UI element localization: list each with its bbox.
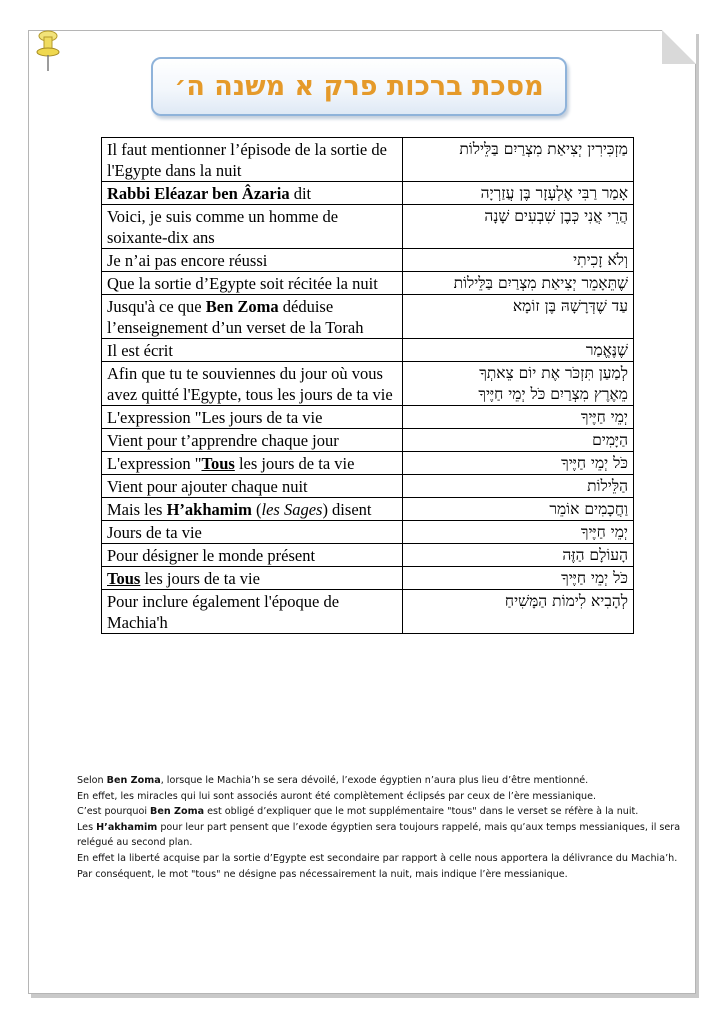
- note-text: , lorsque le Machia’h se sera dévoilé, l’exode égyptien n’aura plus lieu d’être mentionné.: [160, 775, 589, 786]
- french-cell: [102, 452, 403, 475]
- french-cell: [102, 498, 403, 521]
- italic-text: les Sages: [261, 500, 323, 519]
- hebrew-cell: יְמֵי חַיֶּיךָ: [403, 521, 634, 544]
- french-cell: Voici, je suis comme un homme de soixante-dix ans: [102, 205, 403, 249]
- hebrew-line: מֵאֶרֶץ מִצְרַיִם כֹּל יְמֵי חַיֶּיךָ: [478, 385, 628, 403]
- hebrew-cell: שֶׁנֶּאֱמַר: [403, 339, 634, 362]
- note-text: En effet, les miracles qui lui sont associés auront été complètement éclipsés par ceux de l’ère messianique.: [77, 790, 597, 802]
- note-name: Ben Zoma: [150, 806, 205, 818]
- table-row: [102, 249, 634, 272]
- commentary-line: [77, 773, 683, 789]
- table-row: [102, 429, 634, 452]
- note-text: En effet la liberté acquise par la sortie d’Egypte est secondaire par rapport à celle nous apportera la délivrance du Machia’h.: [77, 852, 678, 864]
- commentary-line: [77, 851, 683, 867]
- french-cell: Que la sortie d’Egypte soit récitée la nuit: [102, 272, 403, 295]
- table-row: [102, 362, 634, 406]
- page-sheet: [28, 30, 696, 994]
- commentary: [77, 773, 683, 882]
- french-cell: L'expression "Les jours de ta vie: [102, 406, 403, 429]
- hebrew-cell: וְלֹא זָכִיתִי: [403, 249, 634, 272]
- hebrew-cell: כֹּל יְמֵי חַיֶּיךָ: [403, 567, 634, 590]
- french-text: Jusqu'à ce que: [107, 297, 206, 316]
- hebrew-cell: הַלֵּילוֹת: [403, 475, 634, 498]
- french-cell: Vient pour ajouter chaque nuit: [102, 475, 403, 498]
- french-text: ) disent: [322, 500, 372, 519]
- table-row: [102, 521, 634, 544]
- emphasis-word: Tous: [201, 454, 235, 473]
- french-text: Mais les: [107, 500, 167, 519]
- note-text: Les: [77, 821, 97, 833]
- french-cell: Il est écrit: [102, 339, 403, 362]
- commentary-line: [77, 820, 683, 851]
- table-row: [102, 567, 634, 590]
- table-row: [102, 272, 634, 295]
- table-row: [102, 406, 634, 429]
- french-cell: Vient pour t’apprendre chaque jour: [102, 429, 403, 452]
- speaker-name: H’akhamim: [166, 500, 252, 519]
- commentary-line: [77, 789, 683, 805]
- bilingual-text-table: [101, 137, 634, 634]
- speaker-name: Rabbi Eléazar ben Âzaria: [107, 184, 290, 203]
- table-row: [102, 544, 634, 567]
- commentary-line: [77, 867, 683, 883]
- french-cell: Je n’ai pas encore réussi: [102, 249, 403, 272]
- french-cell: [102, 295, 403, 339]
- note-name: Ben Zoma: [106, 775, 161, 786]
- commentary-line: [77, 804, 683, 820]
- hebrew-cell: שֶׁתֵּאָמֵר יְצִיאַת מִצְרַיִם בַּלֵּילוֹת: [403, 272, 634, 295]
- table-row: [102, 182, 634, 205]
- french-cell: [102, 182, 403, 205]
- table-row: [102, 205, 634, 249]
- note-text: C’est pourquoi: [77, 806, 151, 818]
- note-name: H’akhamim: [96, 821, 158, 833]
- french-cell: Il faut mentionner l’épisode de la sortie de l'Egypte dans la nuit: [102, 138, 403, 182]
- hebrew-cell: אָמַר רַבִּי אֶלְעָזָר בֶּן עֲזַרְיָה: [403, 182, 634, 205]
- french-text: (: [251, 500, 262, 519]
- hebrew-cell: וַחֲכָמִים אוֹמֵר: [403, 498, 634, 521]
- table-row: [102, 498, 634, 521]
- hebrew-cell: הֲרֵי אֲנִי כְּבֶן שִׁבְעִים שָׁנָה: [403, 205, 634, 249]
- hebrew-cell: עַד שֶׁדְּרָשָׁהּ בֶּן זוֹמָא: [403, 295, 634, 339]
- speaker-name: Ben Zoma: [205, 297, 279, 316]
- hebrew-cell: מַזְכִּירִין יְצִיאַת מִצְרַיִם בַּלֵּילוֹת: [403, 138, 634, 182]
- table-row: [102, 339, 634, 362]
- french-text: dit: [289, 184, 312, 203]
- french-cell: Afin que tu te souviennes du jour où vous avez quitté l'Egypte, tous les jours de ta vie: [102, 362, 403, 406]
- hebrew-cell: יְמֵי חַיֶּיךָ: [403, 406, 634, 429]
- note-text: pour leur part pensent que l’exode égyptien sera toujours rappelé, mais qu’aux temps messianiques, il sera relégué au second plan.: [77, 821, 681, 849]
- hebrew-cell: [403, 362, 634, 406]
- hebrew-cell: כֹּל יְמֵי חַיֶּיךָ: [403, 452, 634, 475]
- french-cell: Pour inclure également l'époque de Machia'h: [102, 590, 403, 634]
- table-row: [102, 295, 634, 339]
- french-text: déduise l’enseignement d’un verset de la Torah: [107, 297, 364, 337]
- pushpin-icon: [33, 29, 63, 75]
- french-cell: Jours de ta vie: [102, 521, 403, 544]
- emphasis-word: Tous: [107, 569, 141, 588]
- table-row: [102, 452, 634, 475]
- folded-corner: [662, 30, 696, 64]
- table-row: [102, 475, 634, 498]
- page-title: מסכת ברכות פרק א משנה ה׳: [174, 71, 544, 102]
- hebrew-cell: לְהָבִיא לִימוֹת הַמָּשִׁיחַ: [403, 590, 634, 634]
- note-text: est obligé d’expliquer que le mot supplémentaire "tous" dans le verset se réfère à la nuit.: [204, 806, 639, 818]
- french-text: L'expression ": [107, 454, 202, 473]
- table-row: [102, 138, 634, 182]
- french-text: les jours de ta vie: [234, 454, 355, 473]
- note-text: Selon: [77, 775, 107, 786]
- french-text: les jours de ta vie: [140, 569, 260, 588]
- hebrew-cell: הַיָּמִים: [403, 429, 634, 452]
- hebrew-line: לְמַעַן תִּזְכֹּר אֶת יוֹם צֵאתְךָ: [479, 364, 628, 382]
- table-row: [102, 590, 634, 634]
- french-cell: [102, 567, 403, 590]
- note-text: Par conséquent, le mot "tous" ne désigne pas nécessairement la nuit, mais indique l’ère messianique.: [77, 868, 568, 880]
- title-banner: [151, 57, 567, 116]
- french-cell: Pour désigner le monde présent: [102, 544, 403, 567]
- hebrew-cell: הָעוֹלָם הַזֶּה: [403, 544, 634, 567]
